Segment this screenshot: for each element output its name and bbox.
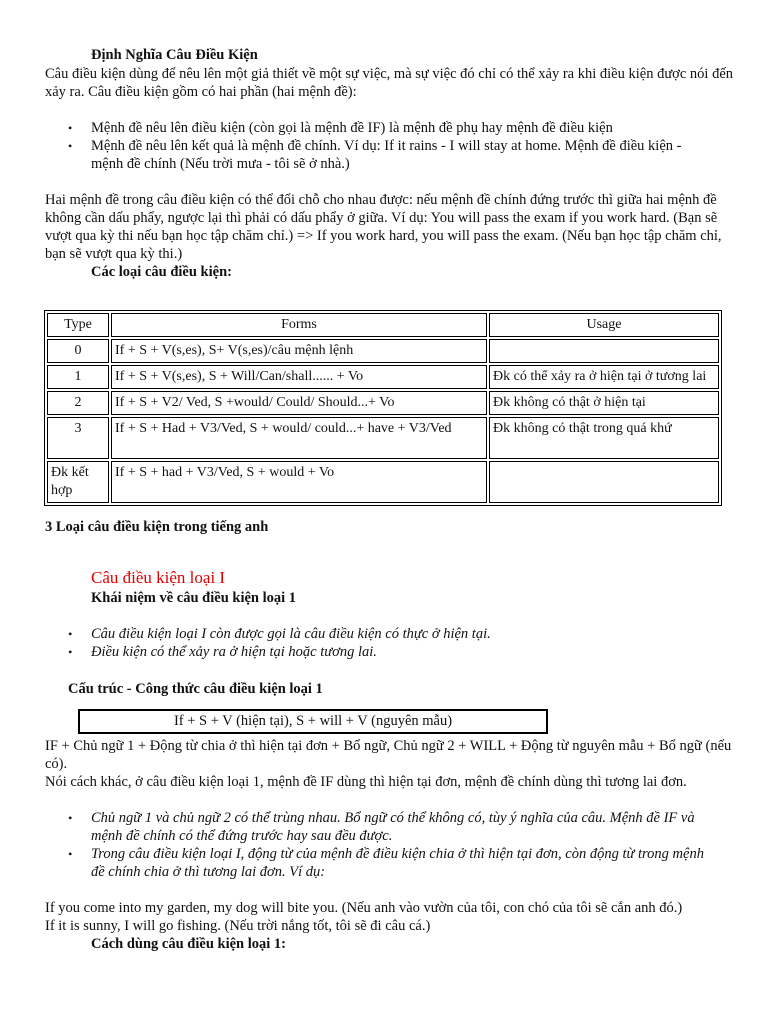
- example-sentence: If it is sunny, I will go fishing. (Nếu trời nắng tốt, tôi sẽ đi câu cá.): [45, 918, 431, 934]
- usage-cell: [489, 461, 719, 503]
- list-item: • Điều kiện có thể xảy ra ở hiện tại hoặc tương lai.: [0, 643, 740, 661]
- type1-structure-title: Cấu trúc - Công thức câu điều kiện loại 1: [68, 681, 323, 697]
- type-cell: 0: [47, 339, 109, 363]
- table-row: [47, 391, 719, 415]
- list-item: • Chủ ngữ 1 và chủ ngữ 2 có thể trùng nhau. Bổ ngữ có thể không có, tùy ý nghĩa của câu. Mệnh đề IF và mệnh đề chính có thể đứng trước hay sau đều được.: [0, 809, 711, 845]
- definition-text: Câu điều kiện dùng để nêu lên một giả thiết về một sự việc, mà sự việc đó chỉ có thể xảy ra khi điều kiện được nói đến xảy ra. Câu điều kiện gồm có hai phần (hai mệnh đề):: [45, 66, 733, 100]
- example-sentence: If you come into my garden, my dog will bite you. (Nếu anh vào vườn của tôi, con chó của tôi sẽ cắn anh đó.): [45, 900, 683, 916]
- table-row: [47, 365, 719, 389]
- type-cell: 3: [47, 417, 109, 459]
- usage-cell: Đk có thể xảy ra ở hiện tại ở tương lai: [489, 365, 719, 389]
- types-title: Các loại câu điều kiện:: [91, 264, 232, 280]
- type1-structure-text: IF + Chủ ngữ 1 + Động từ chia ở thì hiện tại đơn + Bổ ngữ, Chủ ngữ 2 + WILL + Động từ nguyên mẫu + Bổ ngữ (nếu có).: [45, 738, 732, 772]
- conditional-types-table: [44, 310, 722, 506]
- type-cell: Đk kết hợp: [47, 461, 109, 503]
- form-cell: If + S + Had + V3/Ved, S + would/ could...+ have + V3/Ved: [111, 417, 487, 459]
- form-cell: If + S + V(s,es), S + Will/Can/shall...... + Vo: [111, 365, 487, 389]
- table-header-cell: Usage: [489, 313, 719, 337]
- table-row: [47, 339, 719, 363]
- form-cell: If + S + V(s,es), S+ V(s,es)/câu mệnh lệnh: [111, 339, 487, 363]
- type1-other-words: Nói cách khác, ở câu điều kiện loại 1, mệnh đề IF dùng thì hiện tại đơn, mệnh đề chính dùng thì tương lai đơn.: [45, 774, 687, 790]
- type1-concept-list: [0, 625, 740, 661]
- table-header-cell: Type: [47, 313, 109, 337]
- definition-title: Định Nghĩa Câu Điều Kiện: [91, 47, 258, 63]
- usage-cell: Đk không có thật ở hiện tại: [489, 391, 719, 415]
- usage-cell: Đk không có thật trong quá khứ: [489, 417, 719, 459]
- type1-usage-title: Cách dùng câu điều kiện loại 1:: [91, 936, 286, 952]
- table-header-cell: Forms: [111, 313, 487, 337]
- type-cell: 2: [47, 391, 109, 415]
- type1-notes-list: [0, 809, 740, 881]
- table-row: [47, 461, 719, 503]
- form-cell: If + S + V2/ Ved, S +would/ Could/ Should...+ Vo: [111, 391, 487, 415]
- type1-concept-title: Khái niệm về câu điều kiện loại 1: [91, 590, 297, 606]
- list-item: • Trong câu điều kiện loại I, động từ của mệnh đề điều kiện chia ở thì hiện tại đơn, còn động từ trong mệnh đề chính chia ở thì tương lai đơn. Ví dụ:: [0, 845, 711, 881]
- swap-paragraph: Hai mệnh đề trong câu điều kiện có thể đổi chỗ cho nhau được: nếu mệnh đề chính đứng trước thì giữa hai mệnh đề không cần dấu phẩy, ngược lại thì phải có dấu phẩy ở giữa. Ví dụ: You will pass the exam if you work hard. (Bạn sẽ vượt qua kỳ thi nếu bạn học tập chăm chỉ.) => If you work hard, you will pass the exam. (Nếu bạn học tập chăm chỉ, bạn sẽ vượt qua kỳ thi.): [45, 192, 722, 262]
- type1-heading: Câu điều kiện loại I: [91, 568, 226, 587]
- list-item: • Câu điều kiện loại I còn được gọi là câu điều kiện có thực ở hiện tại.: [0, 625, 740, 643]
- usage-cell: [489, 339, 719, 363]
- list-item: • Mệnh đề nêu lên điều kiện (còn gọi là mệnh đề IF) là mệnh đề phụ hay mệnh đề điều kiện: [0, 119, 740, 137]
- type-cell: 1: [47, 365, 109, 389]
- form-cell: If + S + had + V3/Ved, S + would + Vo: [111, 461, 487, 503]
- definition-bullet-list: [0, 119, 740, 173]
- type1-formula-box: If + S + V (hiện tại), S + will + V (nguyên mẫu): [78, 709, 548, 734]
- list-item: • Mệnh đề nêu lên kết quả là mệnh đề chính. Ví dụ: If it rains - I will stay at home. Mệnh đề điều kiện - mệnh đề chính (Nếu trời mưa - tôi sẽ ở nhà.): [0, 137, 701, 173]
- table-header-row: [47, 313, 719, 337]
- table-row: [47, 417, 719, 459]
- three-types-title: 3 Loại câu điều kiện trong tiếng anh: [45, 519, 269, 535]
